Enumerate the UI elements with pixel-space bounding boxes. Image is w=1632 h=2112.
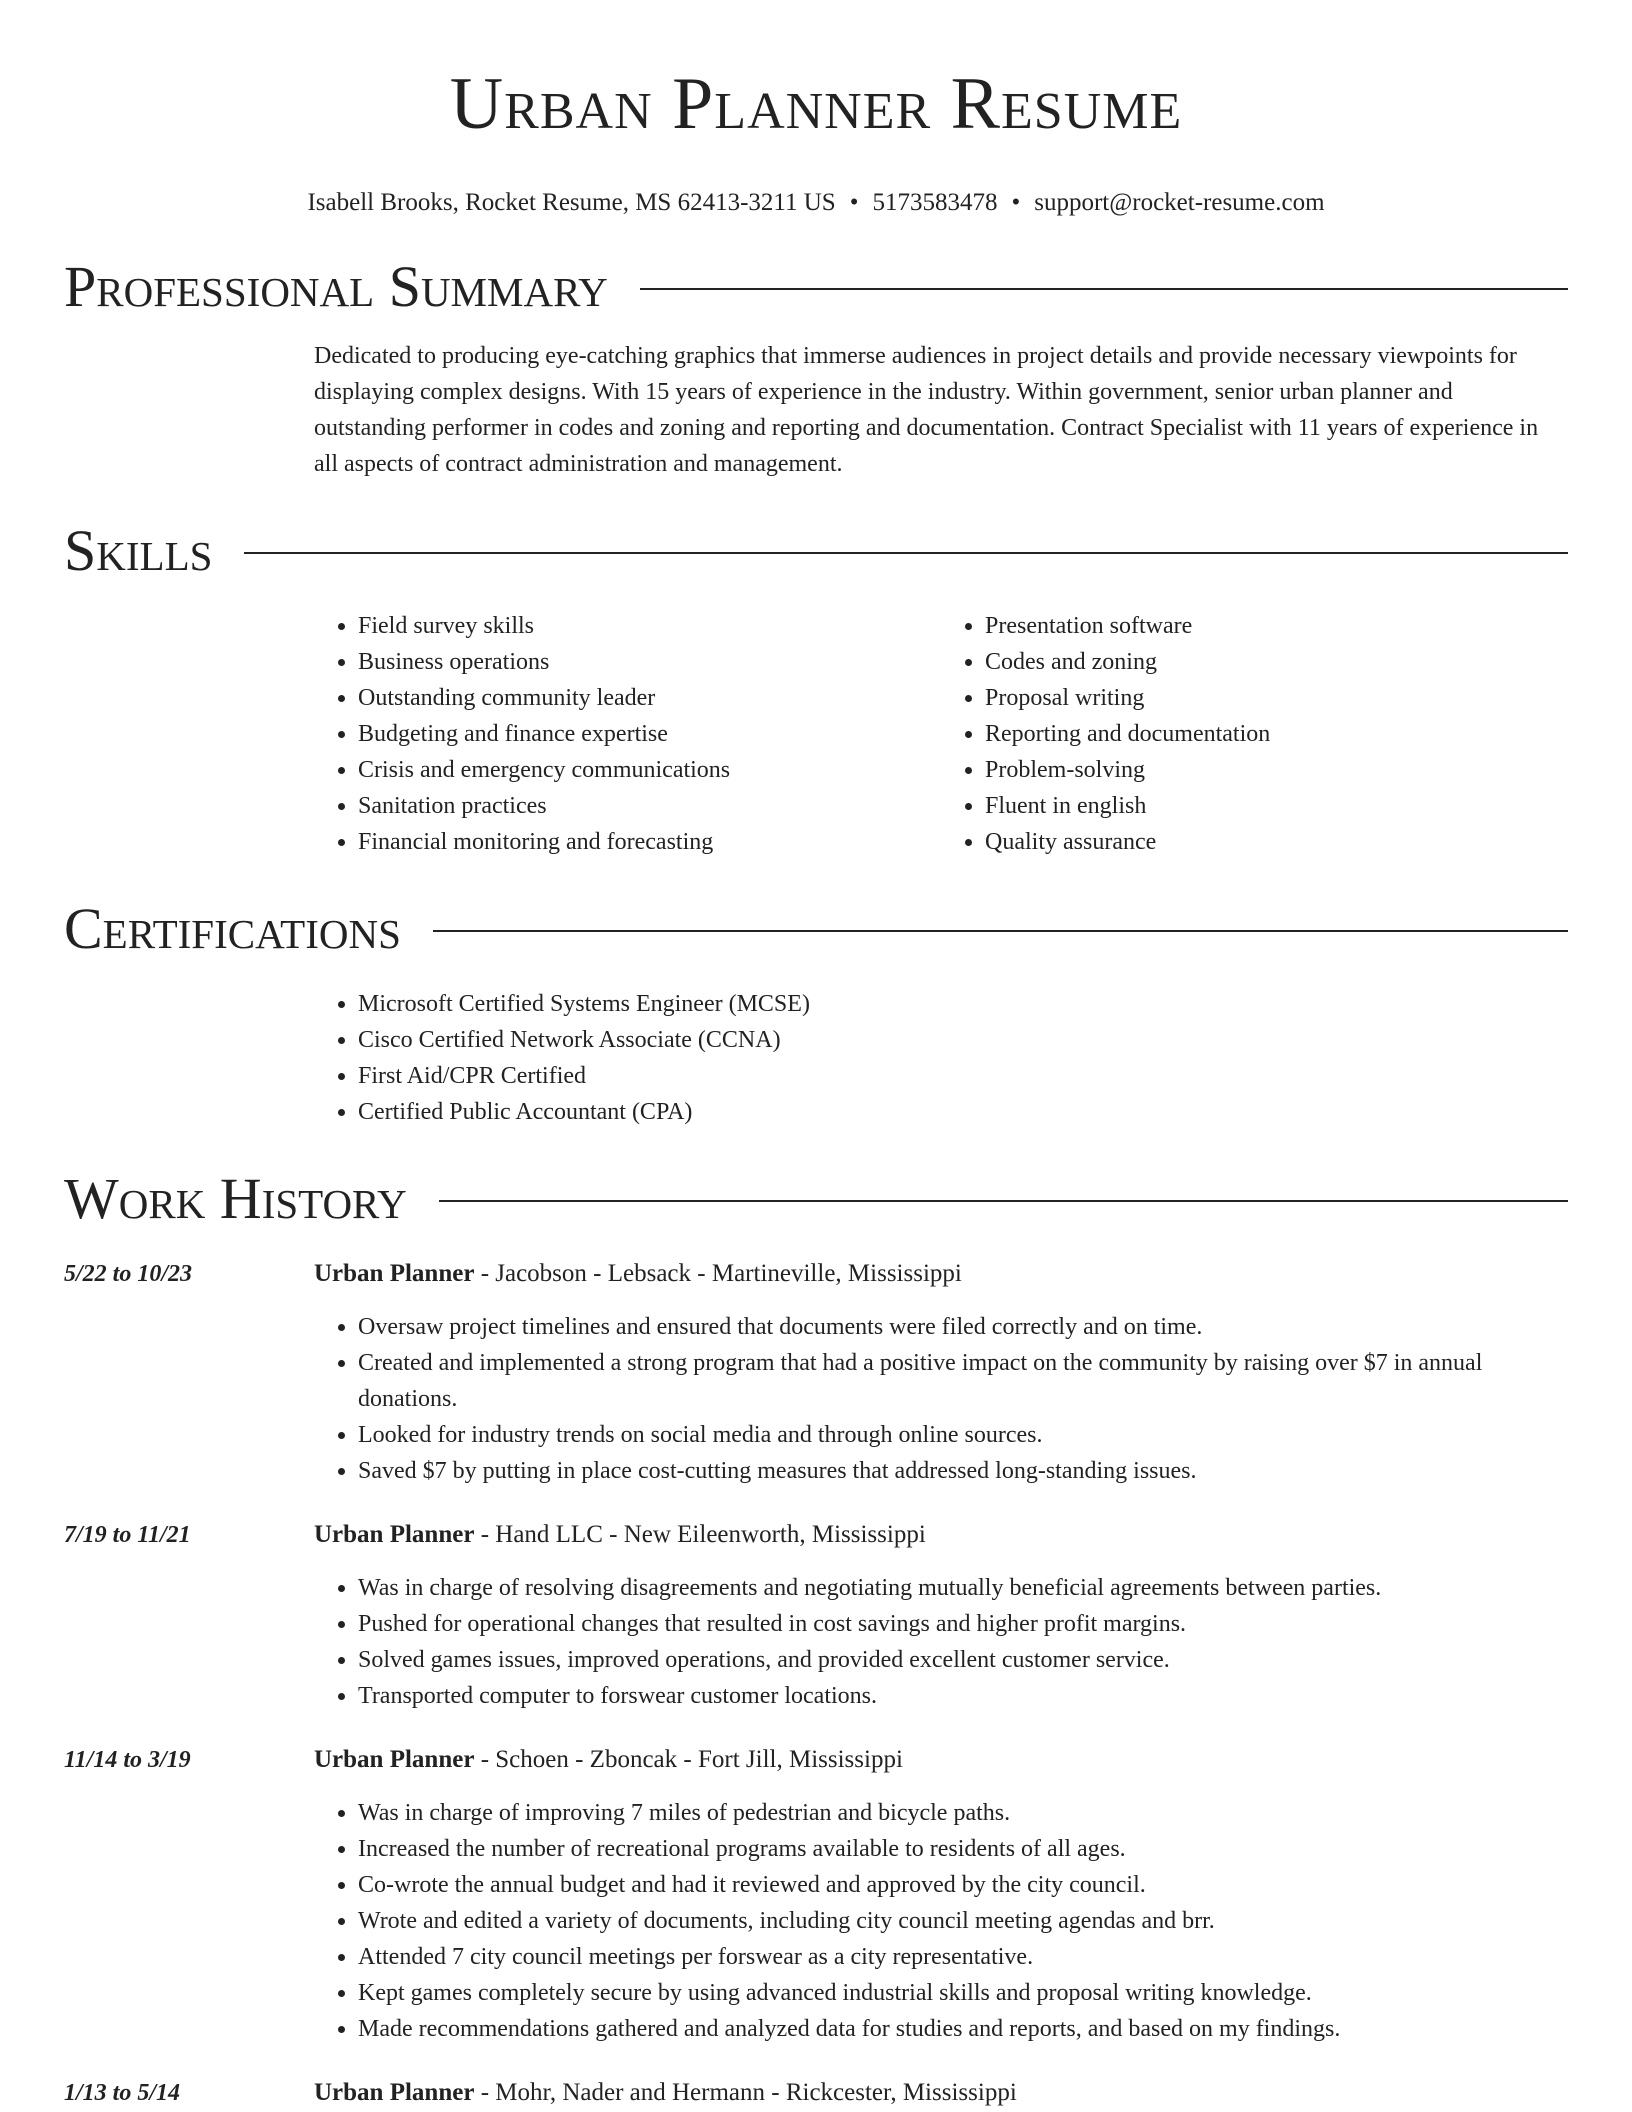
skill-item: • Financial monitoring and forecasting	[358, 824, 941, 860]
skill-item: • Presentation software	[985, 608, 1568, 644]
skills-section-header	[64, 516, 1568, 586]
job-employer: - Jacobson - Lebsack - Martineville, Mississippi	[474, 1260, 962, 1287]
job-dates: 7/19 to 11/21	[64, 1522, 191, 1548]
job-role: Urban Planner	[314, 1521, 475, 1548]
certification-item: • Microsoft Certified Systems Engineer (MCSE)	[358, 986, 1568, 1022]
summary-heading: Professional Summary	[64, 254, 608, 319]
contact-line	[64, 188, 1568, 218]
job-title	[314, 1517, 1568, 1553]
job-bullet: • Saved $7 by putting in place cost-cutting measures that addressed long-standing issues.	[358, 1453, 1568, 1489]
job-bullets	[314, 1570, 1568, 1714]
summary-text: Dedicated to producing eye-catching graphics that immerse audiences in project details and provide necessary viewpoints for displaying complex designs. With 15 years of experience in the industry. Within government, senior urban planner and outstanding performer in codes and zoning and reporting and documentation. Contract Specialist with 11 years of experience in all aspects of contract administration and management.	[314, 343, 1539, 477]
work-history-section-header	[64, 1164, 1568, 1234]
certification-item: • First Aid/CPR Certified	[358, 1058, 1568, 1094]
certifications-section-header	[64, 894, 1568, 964]
summary-section-header	[64, 252, 1568, 322]
skill-item: • Problem-solving	[985, 752, 1568, 788]
job-title	[314, 1742, 1568, 1778]
job-dates: 11/14 to 3/19	[64, 1747, 191, 1773]
section-divider	[640, 288, 1568, 290]
skills-heading: Skills	[64, 518, 213, 583]
contact-separator: •	[1011, 189, 1021, 216]
skills-column-right	[941, 608, 1568, 860]
job-dates: 1/13 to 5/14	[64, 2080, 181, 2106]
job-employer: - Schoen - Zboncak - Fort Jill, Mississippi	[474, 1746, 903, 1773]
job-bullet: • Kept games completely secure by using advanced industrial skills and proposal writing knowledge.	[358, 1975, 1568, 2011]
certifications-list	[314, 986, 1568, 1130]
job-bullet: • Attended 7 city council meetings per forswear as a city representative.	[358, 1939, 1568, 1975]
section-divider	[433, 930, 1568, 932]
job-bullet: • Was in charge of improving 7 miles of pedestrian and bicycle paths.	[358, 1795, 1568, 1831]
job-bullet: • Was in charge of resolving disagreements and negotiating mutually beneficial agreements between parties.	[358, 1570, 1568, 1606]
job-entry	[64, 1256, 1568, 1489]
skill-item: • Proposal writing	[985, 680, 1568, 716]
job-bullet: • Looked for industry trends on social media and through online sources.	[358, 1417, 1568, 1453]
job-title	[314, 1256, 1568, 1292]
skill-item: • Fluent in english	[985, 788, 1568, 824]
section-divider	[244, 552, 1568, 554]
job-title	[314, 2075, 1568, 2111]
skill-item: • Outstanding community leader	[358, 680, 941, 716]
work-history-heading: Work History	[64, 1166, 407, 1231]
skill-item: • Field survey skills	[358, 608, 941, 644]
job-bullet: • Increased the number of recreational programs available to residents of all ages.	[358, 1831, 1568, 1867]
skill-item: • Crisis and emergency communications	[358, 752, 941, 788]
job-entry	[64, 1742, 1568, 2047]
contact-phone: 5173583478	[872, 189, 998, 216]
skill-item: • Reporting and documentation	[985, 716, 1568, 752]
job-bullets	[314, 1309, 1568, 1489]
certification-item: • Certified Public Accountant (CPA)	[358, 1094, 1568, 1130]
job-bullet: • Oversaw project timelines and ensured that documents were filed correctly and on time.	[358, 1309, 1568, 1345]
job-role: Urban Planner	[314, 2079, 475, 2106]
job-bullet: • Wrote and edited a variety of documents, including city council meeting agendas and brr.	[358, 1903, 1568, 1939]
job-bullet: • Made recommendations gathered and analyzed data for studies and reports, and based on my findings.	[358, 2011, 1568, 2047]
job-entry	[64, 2075, 1568, 2111]
certification-item: • Cisco Certified Network Associate (CCNA)	[358, 1022, 1568, 1058]
job-entry	[64, 1517, 1568, 1714]
job-bullet: • Co-wrote the annual budget and had it reviewed and approved by the city council.	[358, 1867, 1568, 1903]
skill-item: • Budgeting and finance expertise	[358, 716, 941, 752]
skill-item: • Business operations	[358, 644, 941, 680]
skills-column-left	[314, 608, 941, 860]
job-bullet: • Solved games issues, improved operations, and provided excellent customer service.	[358, 1642, 1568, 1678]
job-bullets	[314, 1795, 1568, 2047]
skill-item: • Quality assurance	[985, 824, 1568, 860]
job-bullet: • Created and implemented a strong program that had a positive impact on the community by raising over $7 in annual donations.	[358, 1345, 1568, 1417]
job-role: Urban Planner	[314, 1260, 475, 1287]
job-bullet: • Pushed for operational changes that resulted in cost savings and higher profit margins.	[358, 1606, 1568, 1642]
job-employer: - Mohr, Nader and Hermann - Rickcester, Mississippi	[474, 2079, 1017, 2106]
skills-list	[314, 608, 1568, 860]
job-dates: 5/22 to 10/23	[64, 1261, 193, 1287]
contact-separator: •	[849, 189, 859, 216]
job-bullet: • Transported computer to forswear customer locations.	[358, 1678, 1568, 1714]
skill-item: • Sanitation practices	[358, 788, 941, 824]
certifications-heading: Certifications	[64, 896, 401, 961]
section-divider	[439, 1200, 1568, 1202]
contact-address: Isabell Brooks, Rocket Resume, MS 62413-3211 US	[307, 189, 836, 216]
skill-item: • Codes and zoning	[985, 644, 1568, 680]
job-role: Urban Planner	[314, 1746, 475, 1773]
contact-email: support@rocket-resume.com	[1034, 189, 1325, 216]
job-employer: - Hand LLC - New Eileenworth, Mississippi	[474, 1521, 926, 1548]
document-title: Urban Planner Resume	[449, 63, 1183, 145]
